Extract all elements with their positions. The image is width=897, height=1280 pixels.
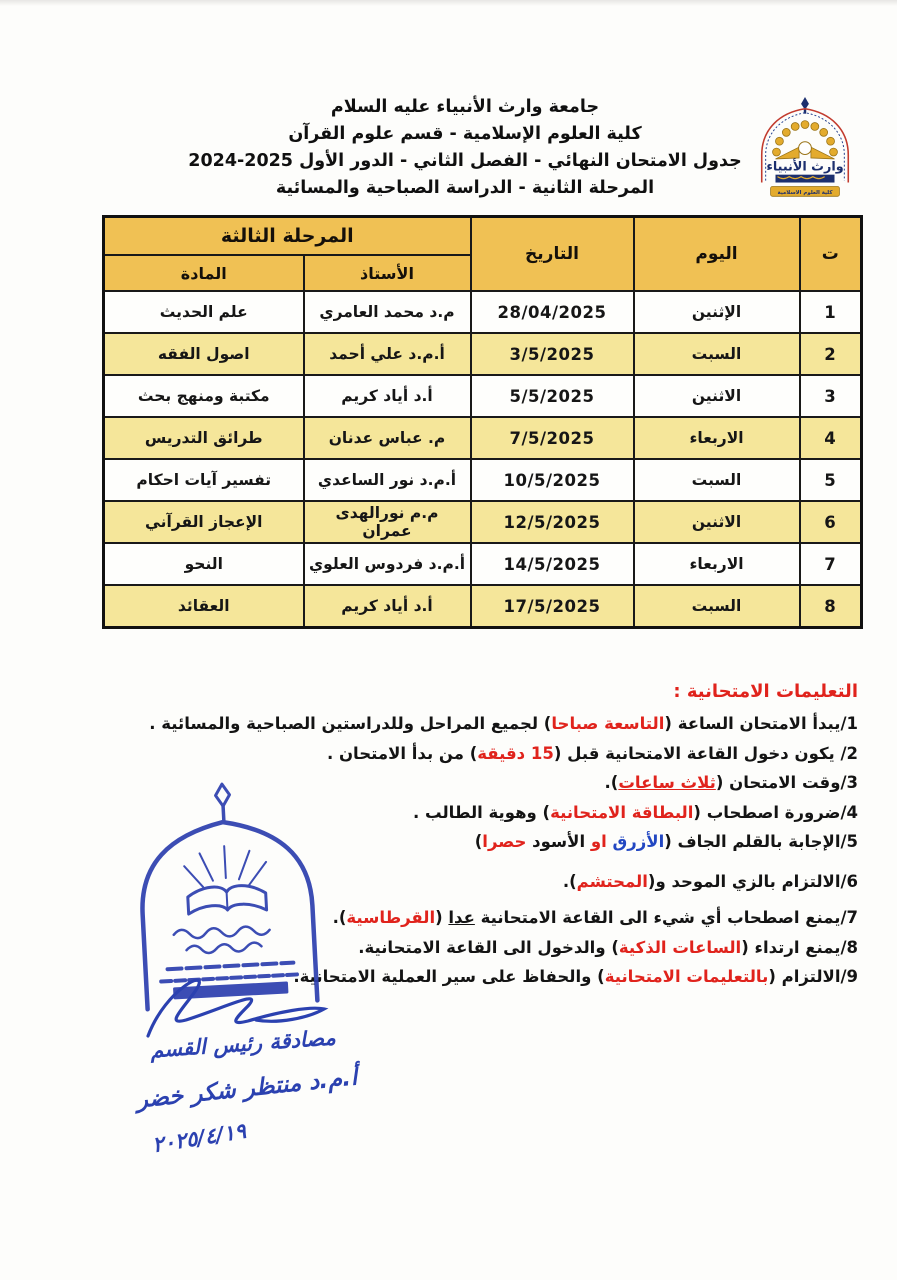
row-date: 14/5/2025 bbox=[471, 543, 634, 585]
table-row bbox=[104, 375, 862, 417]
schedule-title: جدول الامتحان النهائي - الفصل الثاني - الدور الأول 2025-2024 bbox=[188, 151, 742, 171]
row-subject: مكتبة ومنهج بحث bbox=[104, 375, 304, 417]
row-index: 7 bbox=[800, 543, 862, 585]
row-subject: الإعجاز القرآني bbox=[104, 501, 304, 543]
instruction-text: 3/وقت الامتحان ( bbox=[715, 773, 858, 792]
row-day: الاثنين bbox=[634, 375, 800, 417]
instruction-text: ) bbox=[474, 832, 483, 851]
row-professor: م. عباس عدنان bbox=[304, 417, 471, 459]
row-professor: أ.د أياد كريم bbox=[304, 585, 471, 628]
col-header-professor: الأستاذ bbox=[304, 255, 471, 291]
instruction-highlight: حصرا bbox=[482, 832, 527, 851]
row-professor: أ.د أياد كريم bbox=[304, 375, 471, 417]
row-professor: م.د محمد العامري bbox=[304, 291, 471, 333]
row-index: 3 bbox=[800, 375, 862, 417]
logo-band-text: وارث الأنبياء bbox=[766, 159, 844, 175]
table-row bbox=[104, 543, 862, 585]
instruction-highlight: 15 دقيقة bbox=[477, 743, 554, 763]
row-index: 4 bbox=[800, 417, 862, 459]
row-subject: النحو bbox=[104, 543, 304, 585]
instruction-line bbox=[20, 739, 858, 769]
instruction-highlight: التاسعة صباحا bbox=[551, 714, 665, 733]
instruction-text: ). bbox=[562, 871, 577, 891]
instruction-text: ) وهوية الطالب . bbox=[413, 802, 551, 822]
row-day: الاثنين bbox=[634, 501, 800, 543]
approver-name: أ.م.د منتظر شكر خضر bbox=[135, 1064, 359, 1114]
row-date: 17/5/2025 bbox=[471, 585, 634, 628]
instruction-text: ). bbox=[332, 908, 347, 927]
instruction-text: 2/ يكون دخول القاعة الامتحانية قبل ( bbox=[553, 743, 858, 763]
instructions-title: التعليمات الامتحانية : bbox=[673, 681, 858, 702]
col-header-day: اليوم bbox=[634, 217, 800, 292]
table-row bbox=[104, 291, 862, 333]
row-index: 5 bbox=[800, 459, 862, 501]
row-date: 3/5/2025 bbox=[471, 333, 634, 375]
row-subject: العقائد bbox=[104, 585, 304, 628]
university-logo-icon bbox=[746, 96, 864, 218]
row-index: 8 bbox=[800, 585, 862, 628]
row-index: 6 bbox=[800, 501, 862, 543]
instruction-highlight: المحتشم bbox=[576, 871, 648, 891]
instruction-highlight: الساعات الذكية bbox=[618, 937, 742, 957]
col-header-date: التاريخ bbox=[471, 217, 634, 292]
college-department: كلية العلوم الإسلامية - قسم علوم القرآن bbox=[288, 124, 642, 144]
col-header-index: ت bbox=[800, 217, 862, 292]
instruction-text: 5/الإجابة بالقلم الجاف ( bbox=[664, 832, 858, 851]
row-professor: أ.م.د فردوس العلوي bbox=[304, 543, 471, 585]
row-date: 7/5/2025 bbox=[471, 417, 634, 459]
instruction-text: 4/ضرورة اصطحاب ( bbox=[693, 802, 858, 822]
row-professor: أ.م.د نور الساعدي bbox=[304, 459, 471, 501]
instruction-highlight: القرطاسية bbox=[346, 908, 436, 927]
col-header-subject: المادة bbox=[104, 255, 304, 291]
row-date: 28/04/2025 bbox=[471, 291, 634, 333]
instruction-text: ) والدخول الى القاعة الامتحانية. bbox=[358, 937, 619, 957]
row-professor: م.م نورالهدى عمران bbox=[304, 501, 471, 543]
table-row bbox=[104, 459, 862, 501]
stage-study-line: المرحلة الثانية - الدراسة الصباحية والمسائية bbox=[275, 178, 655, 198]
row-date: 5/5/2025 bbox=[471, 375, 634, 417]
instruction-text: 1/يبدأ الامتحان الساعة ( bbox=[664, 714, 858, 733]
instruction-text: ) لجميع المراحل وللدراستين الصباحية والمسائية . bbox=[149, 714, 552, 733]
instruction-highlight: بالتعليمات الامتحانية bbox=[604, 967, 769, 986]
instruction-text: 9/الالتزام ( bbox=[768, 967, 858, 986]
row-day: الإثنين bbox=[634, 291, 800, 333]
instruction-line bbox=[20, 709, 858, 739]
row-day: الاربعاء bbox=[634, 543, 800, 585]
stage-header-cell: المرحلة الثالثة bbox=[104, 217, 471, 256]
instruction-text: 6/الالتزام بالزي الموحد و( bbox=[647, 871, 858, 891]
row-index: 2 bbox=[800, 333, 862, 375]
table-row bbox=[104, 333, 862, 375]
table-row bbox=[104, 501, 862, 543]
instruction-text: 7/يمنع اصطحاب أي شيء الى القاعة الامتحانية bbox=[474, 908, 858, 927]
row-subject: طرائق التدريس bbox=[104, 417, 304, 459]
row-subject: تفسير آيات احكام bbox=[104, 459, 304, 501]
instruction-highlight: او bbox=[590, 832, 607, 851]
instruction-text: ) والحفاظ على سير العملية الامتحانية. bbox=[293, 967, 605, 986]
row-day: السبت bbox=[634, 459, 800, 501]
instruction-highlight: الأزرق bbox=[612, 832, 665, 851]
exam-rows bbox=[104, 291, 862, 628]
table-row bbox=[104, 417, 862, 459]
instruction-text: ) من بدأ الامتحان . bbox=[326, 743, 478, 763]
instruction-text: 8/يمنع ارتداء ( bbox=[741, 937, 858, 957]
logo-base-text: كلية العلوم الاسلامية bbox=[777, 189, 833, 196]
table-row bbox=[104, 585, 862, 628]
row-subject: علم الحديث bbox=[104, 291, 304, 333]
university-name: جامعة وارث الأنبياء عليه السلام bbox=[330, 97, 600, 117]
exam-schedule-table bbox=[102, 215, 863, 629]
row-day: السبت bbox=[634, 585, 800, 628]
row-day: الاربعاء bbox=[634, 417, 800, 459]
row-professor: أ.م.د علي أحمد bbox=[304, 333, 471, 375]
instruction-highlight: عدا bbox=[448, 908, 475, 927]
approval-date: ٢٠٢٥/٤/١٩ bbox=[150, 1118, 248, 1158]
row-date: 10/5/2025 bbox=[471, 459, 634, 501]
instruction-highlight: ثلاث ساعات bbox=[618, 773, 716, 792]
row-date: 12/5/2025 bbox=[471, 501, 634, 543]
approval-text: مصادقة رئيس القسم bbox=[149, 1025, 337, 1063]
row-subject: اصول الفقه bbox=[104, 333, 304, 375]
row-day: السبت bbox=[634, 333, 800, 375]
row-index: 1 bbox=[800, 291, 862, 333]
instruction-text: الأسود bbox=[526, 832, 591, 851]
instruction-text: ( bbox=[435, 908, 449, 927]
instruction-text: ). bbox=[604, 773, 619, 792]
instruction-highlight: البطاقة الامتحانية bbox=[550, 802, 694, 822]
